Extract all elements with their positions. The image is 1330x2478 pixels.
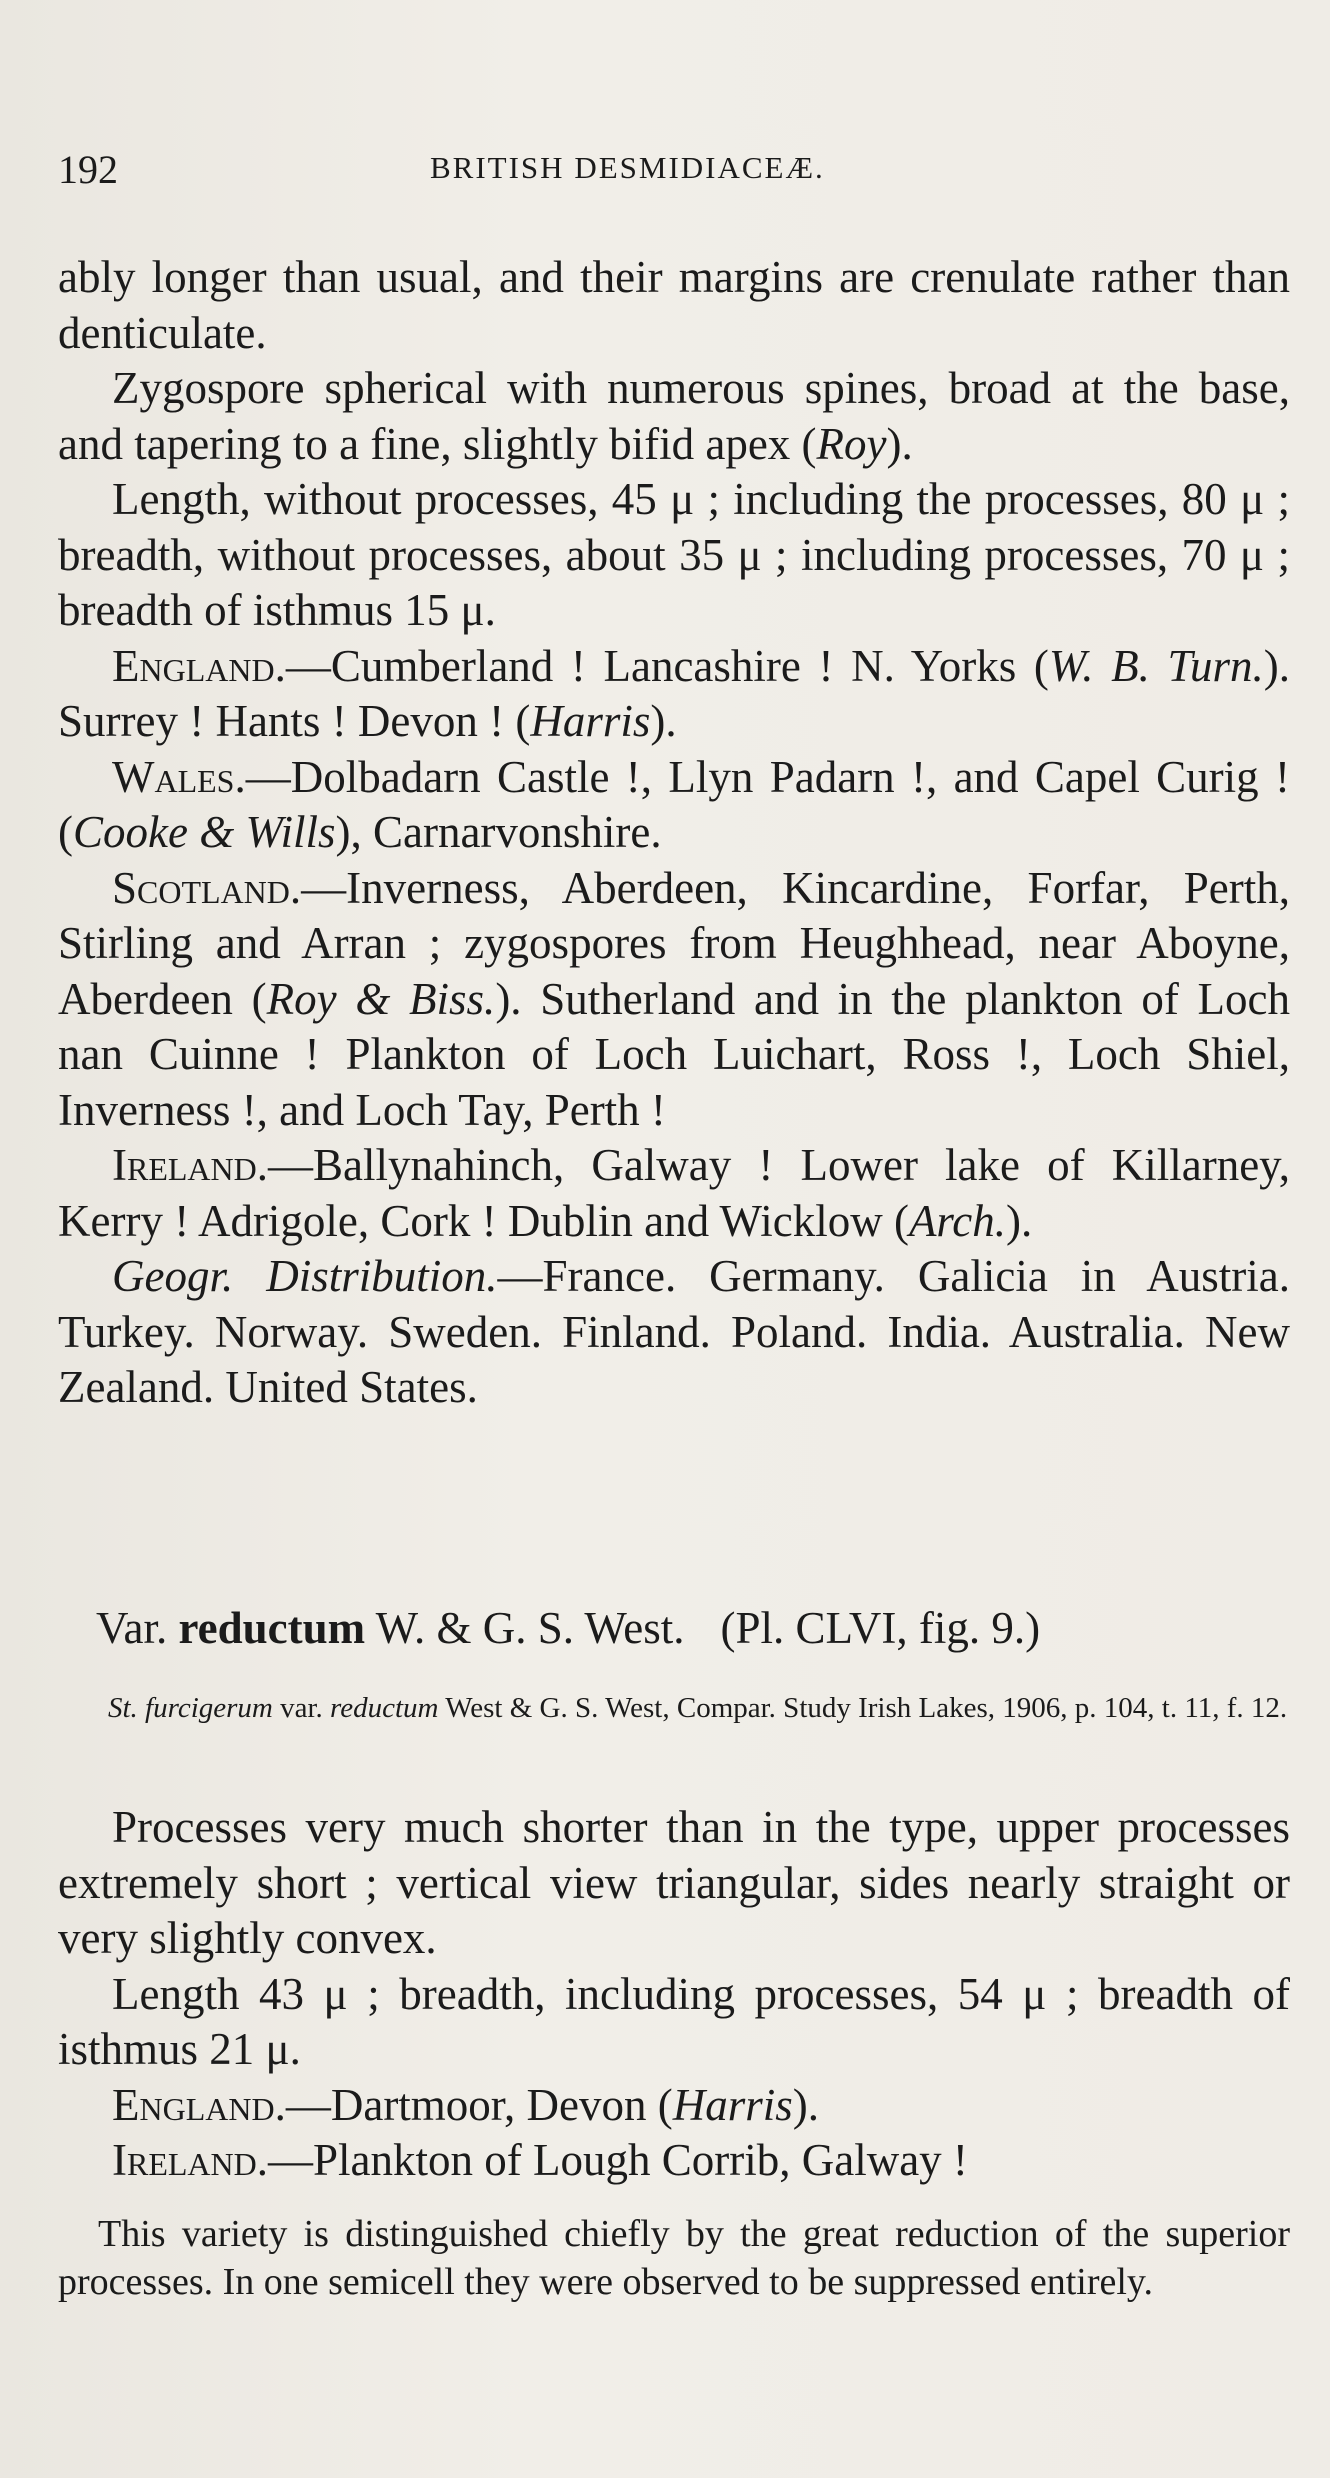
running-head: BRITISH DESMIDIACEÆ. (430, 150, 825, 185)
locality-wales: Wales.—Dolbadarn Castle !, Llyn Padarn !, and Capel Curig ! (Cooke & Wills), Carnarvonshire. (58, 751, 1290, 857)
variety-heading (96, 1600, 1040, 1656)
closing-note: This variety is distinguished chiefly by the great reduction of the superior processes. In one semicell they were observed to be suppressed entirely. (58, 2213, 1290, 2303)
variety-locality-england: England.—Dartmoor, Devon (Harris). (112, 2079, 819, 2130)
locality-scotland: Scotland.—Inverness, Aberdeen, Kincardine, Forfar, Perth, Stirling and Arran ; zygospores from Heughhead, near Aboyne, Aberdeen (Roy & Biss.). Sutherland and in the plankton of Loch nan Cuinne ! Plankton of Loch Luichart, Ross !, Loch Shiel, Inverness !, and Loch Tay, Perth ! (58, 862, 1290, 1135)
locality-england: England.—Cumberland ! Lancashire ! N. Yorks (W. B. Turn.). Surrey ! Hants ! Devon ! (Harris). (58, 640, 1290, 746)
geographic-distribution: Geogr. Distribution.—France. Germany. Galicia in Austria. Turkey. Norway. Sweden. Finland. Poland. India. Australia. New Zealand. United States. (58, 1251, 1291, 1412)
processes-paragraph: Processes very much shorter than in the type, upper processes extremely short ; vertical view triangular, sides nearly straight or very slightly convex. (58, 1802, 1290, 1963)
synonym-citation: St. furcigerum var. reductum West & G. S. West, Compar. Study Irish Lakes, 1906, p. 104, t. 11, f. 12. (108, 1692, 1288, 1724)
variety-prefix: Var. (96, 1603, 168, 1653)
variety-name: reductum (178, 1603, 366, 1653)
variety-description (58, 1800, 1290, 2189)
variety-locality-ireland: Ireland.—Plankton of Lough Corrib, Galway ! (112, 2135, 968, 2185)
measurements-paragraph: Length, without processes, 45 μ ; including the processes, 80 μ ; breadth, without processes, about 35 μ ; including processes, 70 μ ; breadth of isthmus 15 μ. (58, 474, 1290, 635)
page-header (58, 146, 1278, 196)
page-number: 192 (58, 147, 118, 192)
species-description (58, 250, 1290, 1416)
zygospore-paragraph: Zygospore spherical with numerous spines, broad at the base, and tapering to a fine, slightly bifid apex (Roy). (58, 363, 1290, 469)
plate-reference: (Pl. CLVI, fig. 9.) (720, 1603, 1041, 1653)
variety-measurements: Length 43 μ ; breadth, including processes, 54 μ ; breadth of isthmus 21 μ. (58, 1968, 1290, 2074)
continuation-paragraph: ably longer than usual, and their margins are crenulate rather than denticulate. (58, 252, 1290, 358)
variety-authority: W. & G. S. West. (375, 1603, 685, 1653)
locality-ireland: Ireland.—Ballynahinch, Galway ! Lower lake of Killarney, Kerry ! Adrigole, Cork ! Dublin and Wicklow (Arch.). (58, 1140, 1290, 1246)
